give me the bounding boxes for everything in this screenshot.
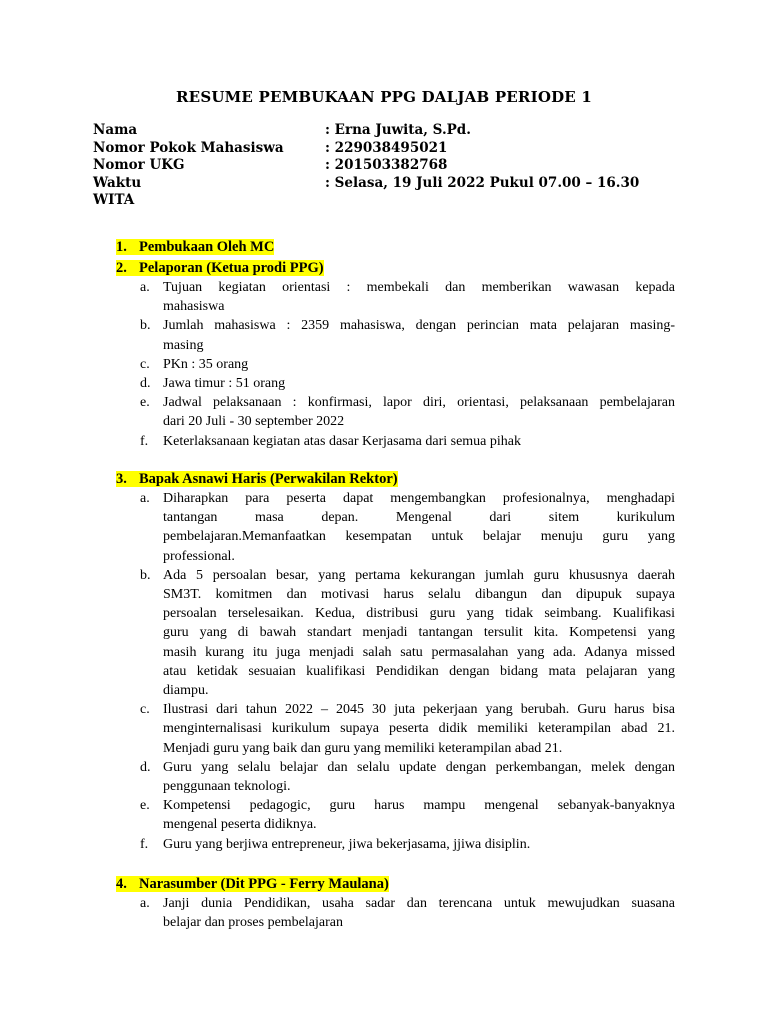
list-item: c. PKn : 35 orang [140, 356, 249, 372]
section-heading-1 [116, 238, 274, 256]
info-row-npm [93, 140, 693, 158]
info-row-waktu [93, 175, 693, 193]
student-info [93, 122, 693, 210]
list-item: f. Guru yang berjiwa entrepreneur, jiwa bekerjasama, jjiwa disiplin. [140, 836, 531, 852]
section-title: Narasumber (Dit PPG - Ferry Maulana) [139, 876, 389, 892]
list-item: a. Diharapkan para peserta dapat mengembangkan profesionalnya, menghadapi tantangan masa depan. Mengenal dari sitem kurikulum pembelajaran.Memanfaatkan kesempatan untuk belajar menuju guru yang professional. [140, 491, 675, 564]
info-row-wita [93, 192, 693, 210]
section-3-list [138, 489, 675, 854]
section-heading-4 [116, 875, 389, 893]
section-number: 2. [116, 260, 127, 276]
info-value: : 201503382768 [325, 157, 448, 173]
info-label: Nama [93, 122, 138, 138]
section-4-list [138, 894, 675, 932]
section-title: Bapak Asnawi Haris (Perwakilan Rektor) [139, 471, 398, 487]
section-number: 1. [116, 239, 127, 255]
section-heading-2 [116, 259, 324, 277]
info-label: Nomor UKG [93, 157, 185, 173]
list-item: a. Tujuan kegiatan orientasi : membekali dan memberikan wawasan kepada mahasiswa [140, 280, 675, 315]
section-heading-3 [116, 470, 398, 488]
info-value: : Selasa, 19 Juli 2022 Pukul 07.00 – 16.30 [325, 174, 640, 191]
list-item: d. Guru yang selalu belajar dan selalu update dengan perkembangan, melek dengan penggunaan teknologi. [140, 759, 675, 795]
list-item: c. Ilustrasi dari tahun 2022 – 2045 30 juta pekerjaan yang berubah. Guru harus bisa menginternalisasi kurikulum supaya peserta didik memiliki keterampilan abad 21. Menjadi guru yang baik dan guru yang memiliki keterampilan abad 21. [140, 702, 675, 756]
list-item: e. Jadwal pelaksanaan : konfirmasi, lapor diri, orientasi, pelaksanaan pembelajaran dari 20 Juli - 30 september 2022 [140, 395, 675, 430]
info-label: Waktu [93, 174, 142, 191]
info-row-nama [93, 122, 693, 140]
info-label: Nomor Pokok Mahasiswa [93, 139, 284, 156]
list-item: b. Ada 5 persoalan besar, yang pertama kekurangan jumlah guru khususnya daerah SM3T. komitmen dan motivasi harus selalu dibangun dan dipupuk supaya persoalan terselesaikan. Kedua, distribusi guru yang tidak seimbang. Kualifikasi guru yang di bawah standart menjadi tantangan tersulit kita. Kompetensi yang masih kurang itu juga menjadi salah satu permasalahan yang ada. Adanya missed atau ketidak sesuaian kualifikasi Pendidikan dengan bidang mata pelajaran yang diampu. [140, 567, 675, 699]
list-item: e. Kompetensi pedagogic, guru harus mampu mengenal sebanyak-banyaknya mengenal peserta didiknya. [140, 798, 675, 833]
section-number: 4. [116, 876, 127, 892]
section-number: 3. [116, 471, 127, 487]
info-label: WITA [93, 192, 135, 208]
list-item: a. Janji dunia Pendidikan, usaha sadar dan terencana untuk mewujudkan suasana belajar dan proses pembelajaran [140, 896, 675, 931]
info-row-ukg [93, 157, 693, 175]
section-title: Pembukaan Oleh MC [139, 239, 275, 255]
info-value: : 229038495021 [325, 139, 448, 156]
list-item: b. Jumlah mahasiswa : 2359 mahasiswa, dengan perincian mata pelajaran masing- masing [140, 318, 675, 353]
list-item: f. Keterlaksanaan kegiatan atas dasar Kerjasama dari semua pihak [140, 433, 521, 449]
info-value: : Erna Juwita, S.Pd. [325, 122, 471, 138]
document-title: RESUME PEMBUKAAN PPG DALJAB PERIODE 1 [176, 88, 592, 106]
list-item: d. Jawa timur : 51 orang [140, 376, 286, 392]
section-title: Pelaporan (Ketua prodi PPG) [139, 260, 324, 276]
section-2-list [138, 278, 675, 451]
